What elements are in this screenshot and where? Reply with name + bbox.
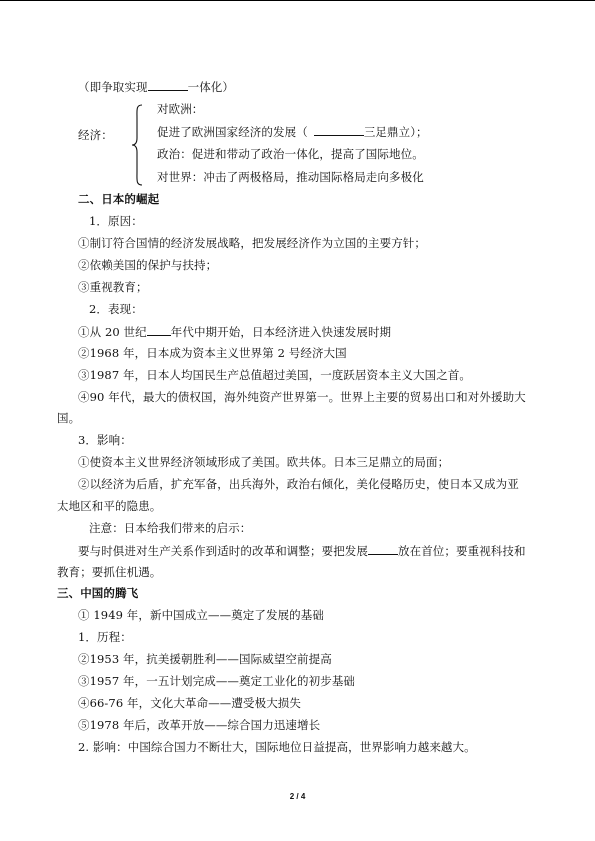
japan-note-title: 注意：日本给我们带来的启示： xyxy=(89,521,252,535)
japan-impact-2: ②以经济为后盾，扩充军备，出兵海外，政治右倾化，美化侵略历史，使日本又成为亚 xyxy=(78,477,519,491)
china-impact: 2. 影响：中国综合国力不断壮大，国际地位日益提高，世界影响力越来越大。 xyxy=(78,740,476,754)
japan-cause-2: ②依赖美国的保护与扶持； xyxy=(78,258,218,272)
japan-performance-1 xyxy=(78,324,391,339)
fill-blank xyxy=(368,543,398,555)
section-title-japan: 二、日本的崛起 xyxy=(78,192,160,206)
japan-performance-2: ②1968 年，日本成为资本主义世界第 2 号经济大国 xyxy=(78,346,347,360)
japan-note-1-text-b: 放在首位；要重视科技和 xyxy=(398,544,526,558)
integration-text-b: 一体化） xyxy=(187,80,235,94)
economy-development-text-a: 促进了欧洲国家经济的发展（ xyxy=(157,125,308,139)
japan-note-1 xyxy=(78,543,526,558)
japan-cause-3: ③重视教育； xyxy=(78,280,148,294)
economy-europe: 对欧洲： xyxy=(157,102,204,116)
economy-label: 经济： xyxy=(78,128,113,142)
japan-performance-1-text-a: ①从 20 世纪 xyxy=(78,325,147,339)
integration-line xyxy=(78,79,234,94)
fill-blank xyxy=(147,324,171,336)
china-course-title: 1．历程： xyxy=(78,630,132,644)
japan-impact-1: ①使资本主义世界经济领域形成了美国。欧共体。日本三足鼎立的局面； xyxy=(78,455,450,469)
fill-blank xyxy=(314,124,364,136)
page-top-border xyxy=(0,0,595,1)
japan-note-1-text-a: 要与时俱进对生产关系作到适时的改革和调整；要把发展 xyxy=(78,544,368,558)
china-item-1: ① 1949 年，新中国成立——奠定了发展的基础 xyxy=(78,608,324,622)
integration-text-a: （即争取实现 xyxy=(78,80,148,94)
japan-performance-4-cont: 国。 xyxy=(57,411,81,425)
economy-development xyxy=(157,124,428,139)
japan-performance-3: ③1987 年，日本人均国民生产总值超过美国，一度跃居资本主义大国之首。 xyxy=(78,368,472,382)
japan-note-2: 教育；要抓住机遇。 xyxy=(57,565,162,579)
japan-cause-1: ①制订符合国情的经济发展战略，把发展经济作为立国的主要方针； xyxy=(78,236,426,250)
china-item-4: ④66-76 年，文化大革命——遭受极大损失 xyxy=(78,696,302,710)
japan-cause-title: 1．原因： xyxy=(89,214,143,228)
china-item-5: ⑤1978 年后，改革开放——综合国力迅速增长 xyxy=(78,718,321,732)
curly-brace-icon xyxy=(131,104,143,186)
japan-performance-title: 2．表现： xyxy=(89,302,143,316)
japan-performance-4: ④90 年代，最大的债权国，海外纯资产世界第一。世界上主要的贸易出口和对外援助大 xyxy=(78,390,526,404)
japan-performance-1-text-b: 年代中期开始，日本经济进入快速发展时期 xyxy=(170,325,392,339)
economy-world: 对世界：冲击了两极格局，推动国际格局走向多极化 xyxy=(157,170,424,184)
page-number: 2 / 4 xyxy=(289,792,306,801)
fill-blank xyxy=(148,79,188,91)
economy-politics: 政治：促进和带动了政治一体化，提高了国际地位。 xyxy=(157,147,424,161)
china-item-3: ③1957 年，一五计划完成——奠定工业化的初步基础 xyxy=(78,674,356,688)
section-title-china: 三、中国的腾飞 xyxy=(57,586,139,600)
china-item-2: ②1953 年，抗美援朝胜利——国际威望空前提高 xyxy=(78,652,332,666)
japan-impact-title: 3．影响： xyxy=(78,433,132,447)
japan-impact-2-cont: 太地区和平的隐患。 xyxy=(57,499,162,513)
economy-development-text-b: 三足鼎立）； xyxy=(363,125,428,139)
